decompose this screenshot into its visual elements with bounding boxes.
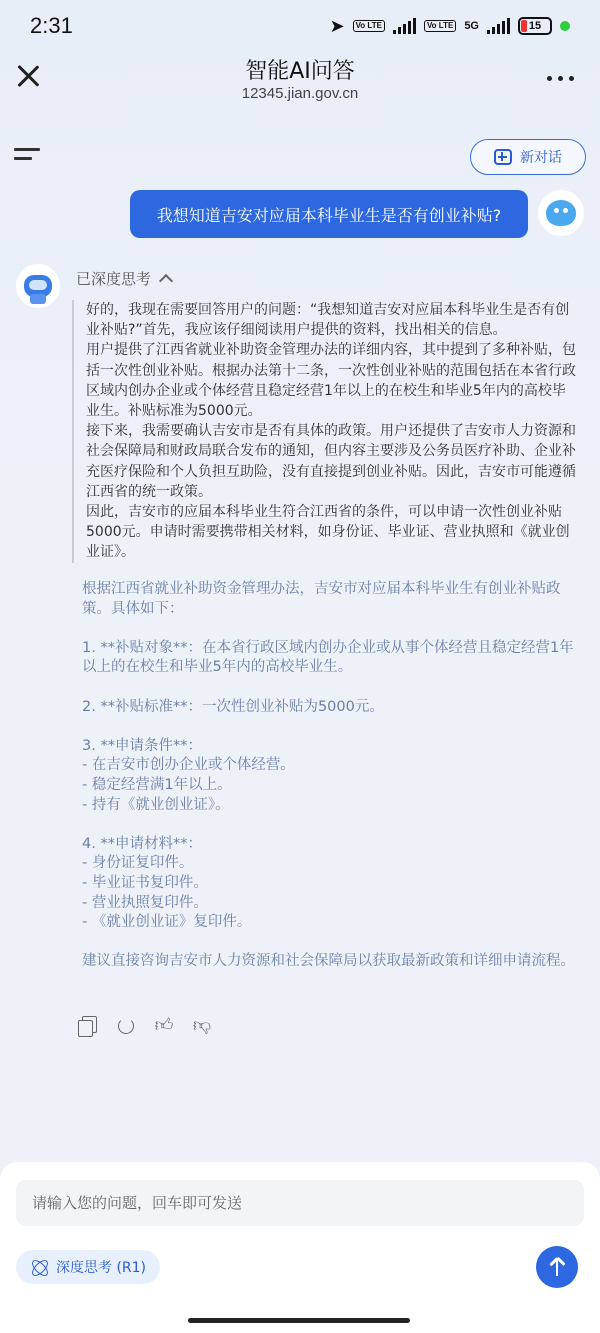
thinking-label: 已深度思考	[76, 270, 152, 288]
user-message-bubble	[130, 190, 528, 238]
user-message-text: 我想知道吉安对应届本科毕业生是否有创业补贴?	[156, 205, 502, 225]
answer-closing: 建议直接咨询吉安市人力资源和社会保障局以获取最新政策和详细申请流程。	[82, 953, 575, 970]
new-chat-button[interactable]	[470, 139, 586, 175]
answer-line: - 身份证复印件。	[82, 855, 194, 872]
copy-icon[interactable]	[78, 1016, 98, 1036]
thumbs-down-icon[interactable]: 👎︎	[192, 1015, 212, 1036]
answer-line: - 《就业创业证》复印件。	[82, 914, 252, 931]
signal-icon-2	[487, 18, 510, 34]
answer-intro: 根据江西省就业补助资金管理办法，吉安市对应届本科毕业生有创业补贴政策。具体如下：	[82, 581, 561, 617]
thinking-content	[72, 300, 578, 563]
status-bar	[0, 0, 600, 52]
volte-icon-2: Vo LTE	[424, 20, 456, 32]
battery-icon	[518, 17, 552, 35]
answer-line: - 毕业证书复印件。	[82, 874, 208, 891]
thinking-toggle[interactable]	[76, 268, 171, 289]
chevron-up-icon	[159, 274, 173, 288]
answer-line: - 在吉安市创办企业或个体经营。	[82, 757, 295, 774]
thinking-paragraph: 用户提供了江西省就业补助资金管理办法的详细内容，其中提到了多种补贴，包括一次性创业补贴。根据办法第十二条，一次性创业补贴的范围包括在本省行政区域内创办企业或个体经营且稳定经营1年以上的在校生和毕业5年内的高校毕业生。补贴标准为5000元。	[86, 342, 576, 420]
answer-item-2: 2. **补贴标准**：一次性创业补贴为5000元。	[82, 698, 384, 715]
volte-icon: Vo LTE	[353, 20, 385, 32]
question-input[interactable]	[16, 1180, 584, 1226]
battery-level: 15	[528, 20, 542, 32]
bot-avatar	[16, 264, 60, 308]
thinking-paragraph: 好的，我现在需要回答用户的问题：“我想知道吉安对应届本科毕业生是否有创业补贴?”首先，我应该仔细阅读用户提供的资料，找出相关的信息。	[86, 302, 570, 339]
status-icons	[329, 16, 570, 37]
page-title: 智能AI问答	[245, 59, 355, 84]
message-actions	[78, 1016, 212, 1036]
chat-plus-icon	[494, 149, 512, 165]
send-button[interactable]	[536, 1246, 578, 1288]
deep-think-toggle[interactable]	[16, 1250, 160, 1284]
answer-line: - 稳定经营满1年以上。	[82, 776, 232, 793]
home-indicator	[188, 1318, 410, 1323]
user-avatar	[538, 190, 584, 236]
answer-line: - 持有《就业创业证》。	[82, 796, 230, 813]
status-time: 2:31	[30, 13, 73, 38]
answer-content	[82, 580, 582, 972]
more-options-icon[interactable]	[547, 76, 574, 81]
page-url: 12345.jian.gov.cn	[241, 85, 359, 102]
new-chat-label: 新对话	[520, 150, 562, 166]
regenerate-icon[interactable]	[116, 1016, 136, 1036]
thinking-paragraph: 因此，吉安市的应届本科毕业生符合江西省的条件，可以申请一次性创业补贴5000元。申请时需要携带相关材料，如身份证、毕业证、营业执照和《就业创业证》。	[86, 504, 570, 561]
network-type: 5G	[464, 20, 479, 32]
answer-item-1: 1. **补贴对象**：在本省行政区域内创办企业或从事个体经营且稳定经营1年以上的在校生和毕业5年内的高校毕业生。	[82, 639, 574, 676]
atom-icon	[30, 1258, 48, 1276]
signal-icon	[393, 18, 416, 34]
thumbs-up-icon[interactable]: 👍︎	[154, 1015, 174, 1036]
privacy-indicator-icon	[560, 21, 570, 31]
thinking-paragraph: 接下来，我需要确认吉安市是否有具体的政策。用户还提供了吉安市人力资源和社会保障局和财政局联合发布的通知，但内容主要涉及公务员医疗补助、企业补充医疗保险和个人负担互助险，没有直接提到创业补贴。因此，吉安市可能遵循江西省的统一政策。	[86, 423, 576, 500]
top-bar	[0, 52, 600, 114]
deep-think-label: 深度思考 (R1)	[56, 1260, 147, 1276]
composer-panel	[0, 1162, 600, 1333]
arrow-up-icon	[556, 1258, 559, 1276]
answer-line: - 营业执照复印件。	[82, 894, 208, 911]
location-arrow-icon: ➤	[329, 15, 345, 36]
answer-item-4-title: 4. **申请材料**：	[82, 835, 202, 852]
menu-icon[interactable]	[14, 148, 42, 166]
answer-item-3-title: 3. **申请条件**：	[82, 737, 202, 754]
